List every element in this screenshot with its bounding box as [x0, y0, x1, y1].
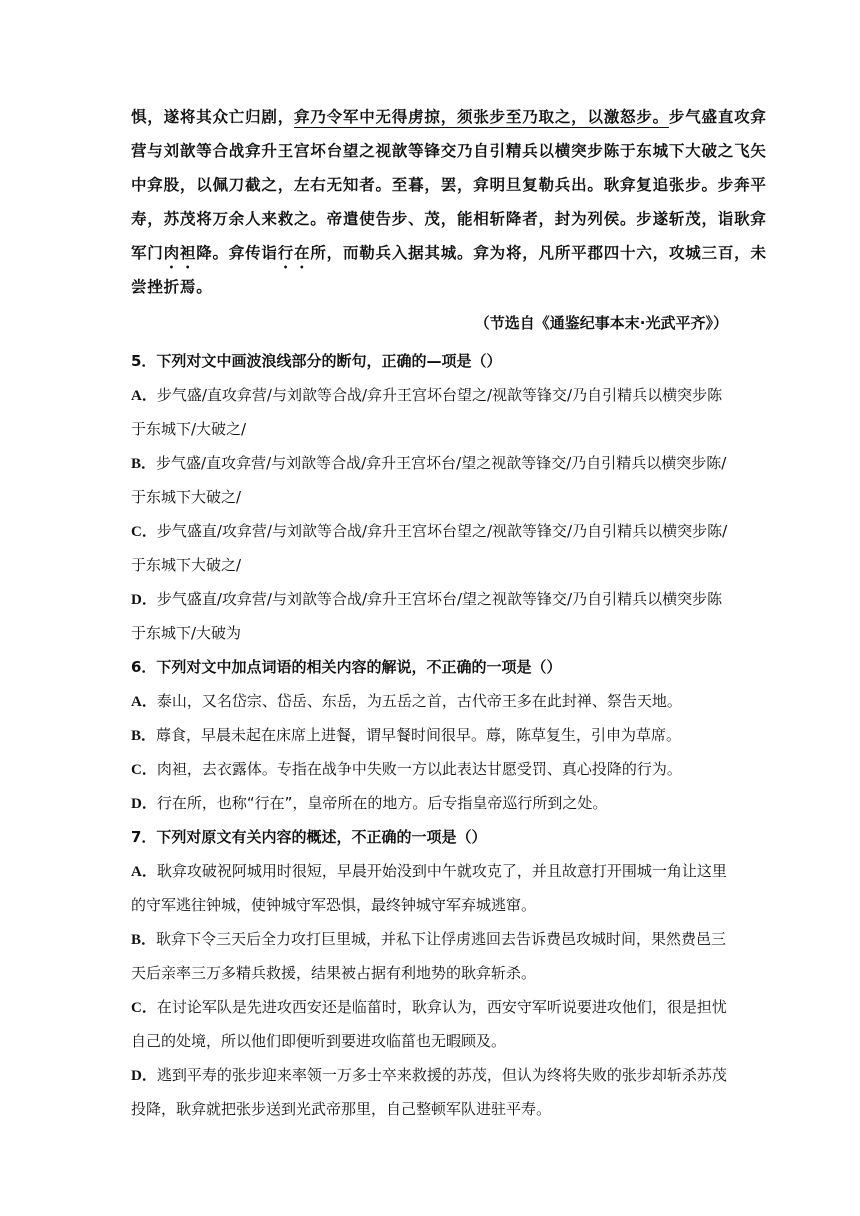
passage-source: （节选自《通鉴纪事本末·光武平齐》） [474, 314, 728, 332]
passage-text: 尝挫折焉。 [131, 277, 213, 296]
option-text: 逃到平寿的张步迎来率领一万多士卒来救援的苏茂，但认为终将失败的张步却斩杀苏茂 [156, 1066, 727, 1084]
option-text: 步气盛直/攻弇营/与刘歆等合战/弇升王宫坏台/望之视歆等锋交/乃自引精兵以横突步陈 [156, 590, 723, 608]
passage-text: 营与刘歆等合战弇升王宫坏台望之视歆等锋交乃自引精兵以横突步陈于东城下大破之飞矢 [131, 141, 767, 160]
option-text: 蓐食，早晨未起在床席上进餐，谓早餐时间很早。蓐，陈草复生，引申为草席。 [156, 726, 682, 744]
answer-option-continuation [131, 956, 731, 990]
option-text: 于东城下/大破之/ [131, 420, 247, 438]
passage-text: 步气盛直攻弇 [668, 107, 767, 126]
option-letter: D． [131, 796, 157, 812]
passage-text: 所，而勒兵入据其城。弇为将，凡所平郡四十六，攻城三百，未 [310, 243, 767, 262]
option-letter: D． [131, 1068, 157, 1084]
answer-option-continuation [131, 616, 731, 650]
option-letter: C． [131, 762, 157, 778]
dotted-term: 行在 [277, 243, 311, 262]
answer-option [131, 752, 731, 786]
answer-option-continuation [131, 888, 731, 922]
answer-option-continuation [131, 1024, 731, 1058]
question-stem: 6．下列对文中加点词语的相关内容的解说，不正确的一项是（） [131, 658, 562, 676]
option-letter: A． [131, 694, 157, 710]
option-text: 于东城下大破之/ [131, 488, 242, 506]
question-stem: 5．下列对文中画波浪线部分的断句，正确的—项是（） [131, 352, 502, 370]
option-text: 步气盛/直攻弇营/与刘歆等合战/弇升王宫坏台/望之视歆等锋交/乃自引精兵以横突步陈/ [156, 454, 727, 472]
option-text: 泰山，又名岱宗、岱岳、东岳，为五岳之首，古代帝王多在此封禅、祭告天地。 [156, 692, 682, 710]
passage-line [131, 168, 767, 202]
answer-option [131, 446, 731, 480]
passage-line [131, 134, 767, 168]
option-text: 于东城下/大破为 [131, 624, 242, 642]
answer-option [131, 378, 731, 412]
answer-option [131, 922, 731, 956]
passage-text: 军门 [131, 243, 164, 262]
option-letter: A． [131, 864, 157, 880]
option-text: 自己的处境，所以他们即便听到要进攻临菑也无暇顾及。 [131, 1032, 507, 1050]
option-text: 肉袒，去衣露体。专指在战争中失败一方以此表达甘愿受罚、真心投降的行为。 [156, 760, 682, 778]
answer-option [131, 582, 731, 616]
answer-option [131, 684, 731, 718]
answer-option [131, 1058, 731, 1092]
option-text: 步气盛/直攻弇营/与刘歆等合战/弇升王宫坏台望之/视歆等锋交/乃自引精兵以横突步陈 [156, 386, 723, 404]
option-text: 行在所，也称“行在”，皇帝所在的地方。后专指皇帝巡行所到之处。 [156, 794, 608, 812]
classical-passage [131, 100, 767, 304]
option-text: 于东城下大破之/ [131, 556, 242, 574]
question-list [131, 344, 731, 1126]
option-letter: A． [131, 388, 157, 404]
option-letter: C． [131, 524, 157, 540]
answer-option [131, 718, 731, 752]
answer-option [131, 514, 731, 548]
passage-text: 中弇股，以佩刀截之，左右无知者。至暮，罢，弇明旦复勒兵出。耿弇复追张步。步奔平 [131, 175, 767, 194]
passage-text: 降。弇传诣 [196, 243, 278, 262]
question-stem: 7．下列对原文有关内容的概述，不正确的一项是（） [131, 828, 487, 846]
option-text: 步气盛直/攻弇营/与刘歆等合战/弇升王宫坏台望之/视歆等锋交/乃自引精兵以横突步陈/ [156, 522, 728, 540]
passage-line [131, 270, 731, 304]
option-text: 耿弇下令三天后全力攻打巨里城，并私下让俘虏逃回去告诉费邑攻城时间，果然费邑三 [156, 930, 727, 948]
option-text: 天后亲率三万多精兵救援，结果被占据有利地势的耿弇斩杀。 [131, 964, 537, 982]
answer-option [131, 854, 731, 888]
dotted-term: 肉袒 [163, 243, 197, 262]
option-letter: B． [131, 456, 157, 472]
option-text: 投降，耿弇就把张步送到光武帝那里，自己整顿军队进驻平寿。 [131, 1100, 552, 1118]
option-text: 的守军逃往钟城，使钟城守军恐惧，最终钟城守军弃城逃窜。 [131, 896, 537, 914]
option-letter: D． [131, 592, 157, 608]
option-letter: B． [131, 728, 157, 744]
option-letter: C． [131, 1000, 157, 1016]
answer-option-continuation [131, 480, 731, 514]
passage-line [131, 236, 767, 270]
answer-option [131, 786, 731, 820]
answer-option-continuation [131, 412, 731, 446]
underlined-segment: 弇乃令军中无得虏掠，须张步至乃取之，以激怒步。 [294, 107, 669, 126]
passage-line [131, 100, 767, 134]
answer-option [131, 990, 731, 1024]
passage-text: 惧，遂将其众亡归剧， [131, 107, 295, 126]
answer-option-continuation [131, 1092, 731, 1126]
answer-option-continuation [131, 548, 731, 582]
option-text: 耿弇攻破祝阿城用时很短，早晨开始没到中午就攻克了，并且故意打开围城一角让这里 [156, 862, 727, 880]
option-text: 在讨论军队是先进攻西安还是临菑时，耿弇认为，西安守军听说要进攻他们，很是担忧 [156, 998, 727, 1016]
passage-line [131, 202, 767, 236]
passage-text: 寿，苏茂将万余人来救之。帝遣使告步、茂，能相斩降者，封为列侯。步遂斩茂，诣耿弇 [131, 209, 767, 228]
option-letter: B． [131, 932, 157, 948]
